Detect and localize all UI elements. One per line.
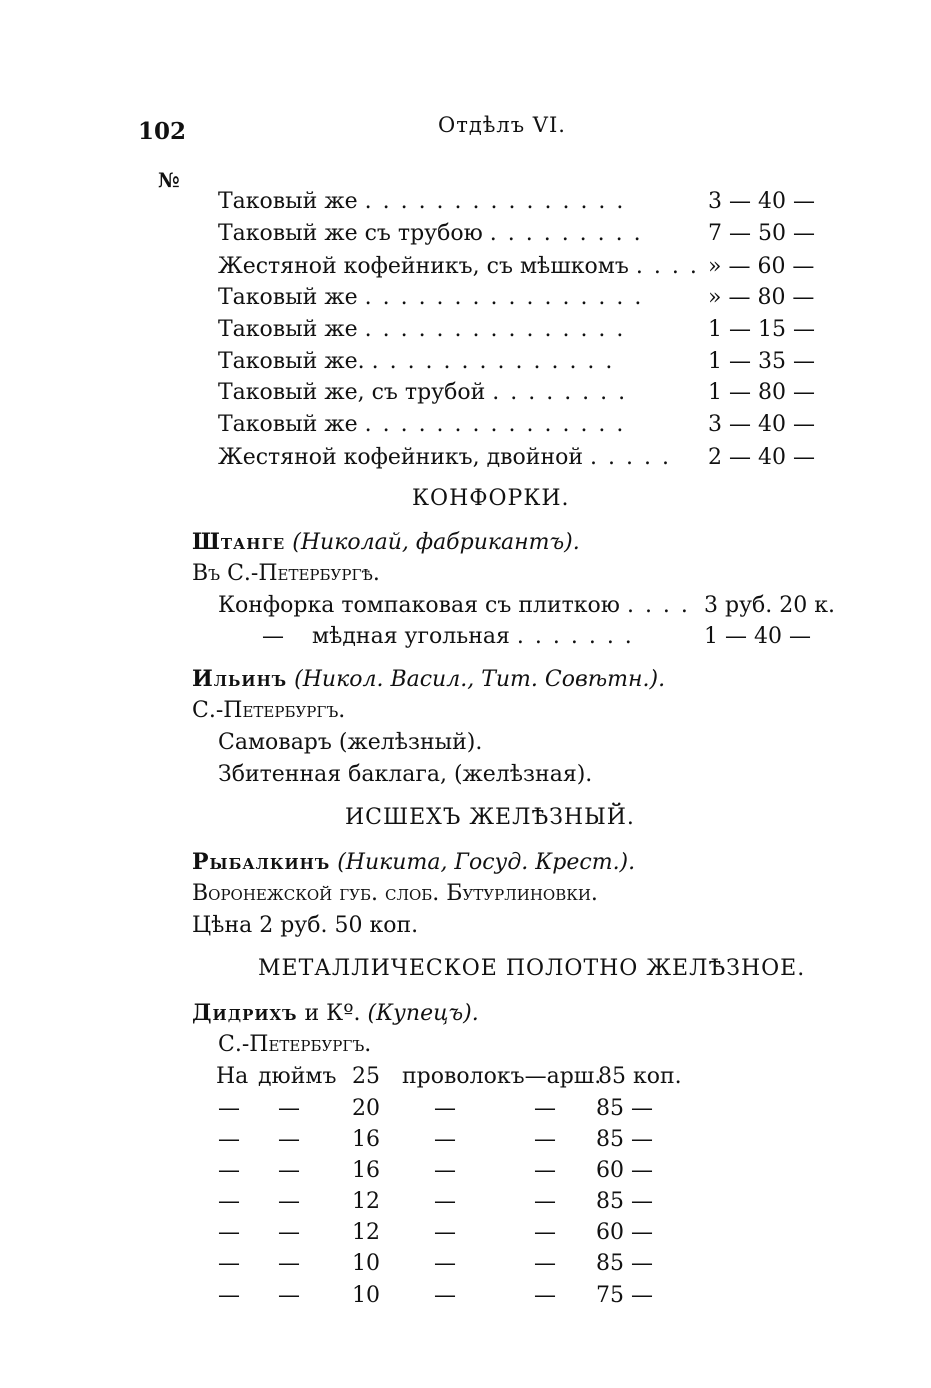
table-cell: — — [534, 1096, 556, 1121]
section-header: Отдѣлъ VI. — [438, 113, 566, 137]
table-cell: — — [434, 1251, 456, 1276]
table-cell: На — [216, 1064, 249, 1089]
maker-city: Въ С.-Петербургѣ. — [192, 561, 380, 586]
table-cell: 16 — [352, 1127, 380, 1152]
item-price: 3 — 40 — — [708, 189, 815, 214]
maker-entry: Штанге (Николай, фабрикантъ). — [192, 529, 580, 555]
maker-price: Цѣна 2 руб. 50 коп. — [192, 913, 419, 938]
table-cell: — — [278, 1127, 300, 1152]
table-cell: — — [278, 1251, 300, 1276]
table-cell: — — [434, 1096, 456, 1121]
table-cell: 20 — [352, 1096, 380, 1121]
table-cell: — — [534, 1189, 556, 1214]
maker-entry: Ильинъ (Никол. Васил., Тит. Совѣтн.). — [192, 666, 666, 692]
list-item: Таковый же . . . . . . . . . . . . . . . — [218, 317, 626, 342]
maker-city: С.-Петербургъ. — [218, 1032, 372, 1057]
table-cell: дюймъ — [258, 1064, 337, 1089]
list-item: Таковый же . . . . . . . . . . . . . . . — [218, 189, 626, 214]
item-price: 2 — 40 — — [708, 445, 815, 470]
item-price: » — 80 — — [708, 285, 815, 310]
table-cell: — — [534, 1127, 556, 1152]
table-cell: 60 — — [596, 1220, 653, 1245]
list-item: Таковый же. . . . . . . . . . . . . . . — [218, 349, 615, 374]
table-cell: — — [218, 1158, 240, 1183]
list-item: Збитенная баклага, (желѣзная). — [218, 762, 593, 787]
heading-polotno: МЕТАЛЛИЧЕСКОЕ ПОЛОТНО ЖЕЛѢЗНОЕ. — [258, 956, 806, 981]
page-number: 102 — [138, 118, 187, 145]
table-cell: — — [434, 1189, 456, 1214]
heading-konforki: КОНФОРКИ. — [412, 486, 570, 511]
list-item: — мѣдная угольная . . . . . . . — [262, 624, 634, 649]
table-cell: — — [218, 1220, 240, 1245]
number-sign: № — [158, 168, 180, 192]
table-cell: 85 — — [596, 1127, 653, 1152]
table-cell: — — [218, 1251, 240, 1276]
item-price: 1 — 40 — — [704, 624, 811, 649]
item-price: » — 60 — — [708, 254, 815, 279]
maker-entry: Дидрихъ и Кº. (Купецъ). — [192, 1000, 479, 1026]
list-item: Самоваръ (желѣзный). — [218, 730, 483, 755]
list-item: Жестяной кофейникъ, двойной . . . . . — [218, 445, 671, 470]
item-price: 1 — 15 — — [708, 317, 815, 342]
table-cell: 85 — — [596, 1251, 653, 1276]
table-cell: — — [534, 1158, 556, 1183]
list-item: Конфорка томпаковая съ плиткою . . . . — [218, 593, 690, 618]
list-item: Таковый же съ трубою . . . . . . . . . — [218, 221, 643, 246]
item-price: 1 — 80 — — [708, 380, 815, 405]
table-cell: — — [218, 1096, 240, 1121]
table-cell: 85 — — [596, 1189, 653, 1214]
item-price: 3 руб. 20 к. — [704, 593, 835, 618]
table-cell: проволокъ—арш. — [402, 1064, 602, 1089]
table-cell: — — [434, 1158, 456, 1183]
table-cell: — — [434, 1220, 456, 1245]
table-cell: 85 коп. — [598, 1064, 682, 1089]
list-item: Таковый же . . . . . . . . . . . . . . . . — [218, 285, 644, 310]
list-item: Жестяной кофейникъ, съ мѣшкомъ . . . . — [218, 254, 699, 279]
maker-place: Воронежской губ. слоб. Бутурлиновки. — [192, 881, 598, 906]
table-cell: 12 — [352, 1189, 380, 1214]
table-cell: 10 — [352, 1251, 380, 1276]
item-price: 1 — 35 — — [708, 349, 815, 374]
table-cell: — — [278, 1220, 300, 1245]
table-cell: — — [278, 1096, 300, 1121]
table-cell: — — [534, 1220, 556, 1245]
table-cell: — — [218, 1127, 240, 1152]
maker-entry: Рыбалкинъ (Никита, Госуд. Крест.). — [192, 849, 636, 875]
heading-isshekh: ИСШЕХЪ ЖЕЛѢЗНЫЙ. — [345, 805, 635, 830]
table-cell: — — [278, 1158, 300, 1183]
table-cell: 10 — [352, 1283, 380, 1308]
table-cell: 75 — — [596, 1283, 653, 1308]
table-cell: 85 — — [596, 1096, 653, 1121]
table-cell: — — [278, 1283, 300, 1308]
table-cell: 60 — — [596, 1158, 653, 1183]
table-cell: — — [434, 1283, 456, 1308]
table-cell: — — [218, 1189, 240, 1214]
list-item: Таковый же . . . . . . . . . . . . . . . — [218, 412, 626, 437]
table-cell: 16 — [352, 1158, 380, 1183]
item-price: 3 — 40 — — [708, 412, 815, 437]
table-cell: — — [218, 1283, 240, 1308]
table-cell: 12 — [352, 1220, 380, 1245]
maker-city: С.-Петербургъ. — [192, 698, 346, 723]
table-cell: — — [534, 1251, 556, 1276]
table-cell: 25 — [352, 1064, 380, 1089]
table-cell: — — [278, 1189, 300, 1214]
table-cell: — — [534, 1283, 556, 1308]
table-cell: — — [434, 1127, 456, 1152]
item-price: 7 — 50 — — [708, 221, 815, 246]
list-item: Таковый же, съ трубой . . . . . . . . — [218, 380, 628, 405]
